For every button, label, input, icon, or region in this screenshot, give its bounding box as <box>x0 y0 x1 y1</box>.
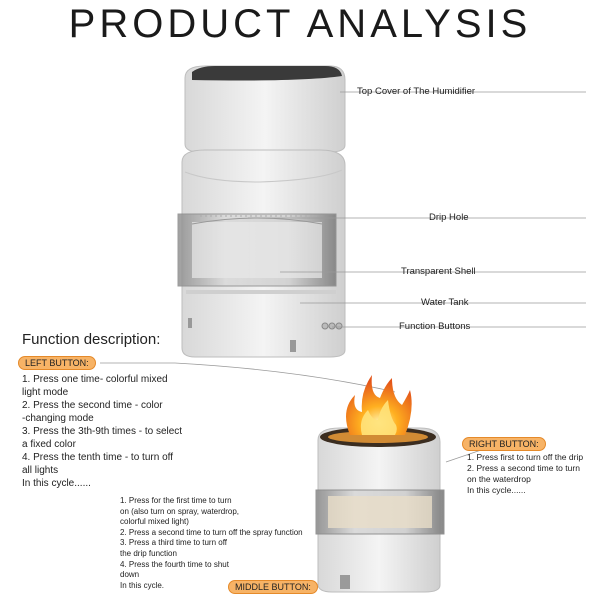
middle-line: colorful mixed light) <box>120 517 189 527</box>
middle-line: the drip function <box>120 548 177 558</box>
label-function-buttons: Function Buttons <box>399 321 471 332</box>
middle-line: down <box>120 570 140 580</box>
middle-line: 4. Press the fourth time to shut <box>120 559 229 569</box>
left-line: In this cycle...... <box>22 478 91 489</box>
function-description-heading: Function description: <box>22 331 161 348</box>
assembled-product <box>316 427 444 592</box>
middle-line: 3. Press a third time to turn off <box>120 538 228 548</box>
label-water-tank: Water Tank <box>421 297 469 308</box>
left-button-description <box>22 373 182 490</box>
left-line: a fixed color <box>22 439 76 450</box>
left-button-tag: LEFT BUTTON: <box>18 356 96 370</box>
right-button-description <box>467 452 583 496</box>
left-line: light mode <box>22 387 69 398</box>
label-transparent-shell: Transparent Shell <box>401 266 476 277</box>
left-line: 2. Press the second time - color <box>22 400 163 411</box>
left-line: 4. Press the tenth time - to turn off <box>22 452 174 463</box>
label-drip-hole: Drip Hole <box>429 212 469 223</box>
middle-line: 2. Press a second time to turn off the spray function <box>120 527 303 537</box>
right-line: 2. Press a second time to turn <box>467 463 580 473</box>
left-line: -changing mode <box>22 413 94 424</box>
right-button-tag: RIGHT BUTTON: <box>462 437 546 451</box>
main-body-part <box>178 150 345 357</box>
middle-line: 1. Press for the first time to turn <box>120 496 232 505</box>
middle-line: on (also turn on spray, waterdrop, <box>120 506 240 516</box>
left-line: 3. Press the 3th-9th times - to select <box>22 426 183 437</box>
right-line: In this cycle...... <box>467 485 526 495</box>
left-line: all lights <box>22 465 59 476</box>
label-top-cover: Top Cover of The Humidifier <box>357 86 476 97</box>
page-title: PRODUCT ANALYSIS <box>68 2 532 46</box>
top-cover-part <box>185 66 345 152</box>
middle-button-tag: MIDDLE BUTTON: <box>228 580 318 594</box>
right-line: 1. Press first to turn off the drip <box>467 452 584 462</box>
right-line: on the waterdrop <box>467 474 531 484</box>
middle-line: In this cycle. <box>120 580 165 590</box>
left-line: 1. Press one time- colorful mixed <box>22 374 168 385</box>
middle-button-description <box>120 496 303 591</box>
